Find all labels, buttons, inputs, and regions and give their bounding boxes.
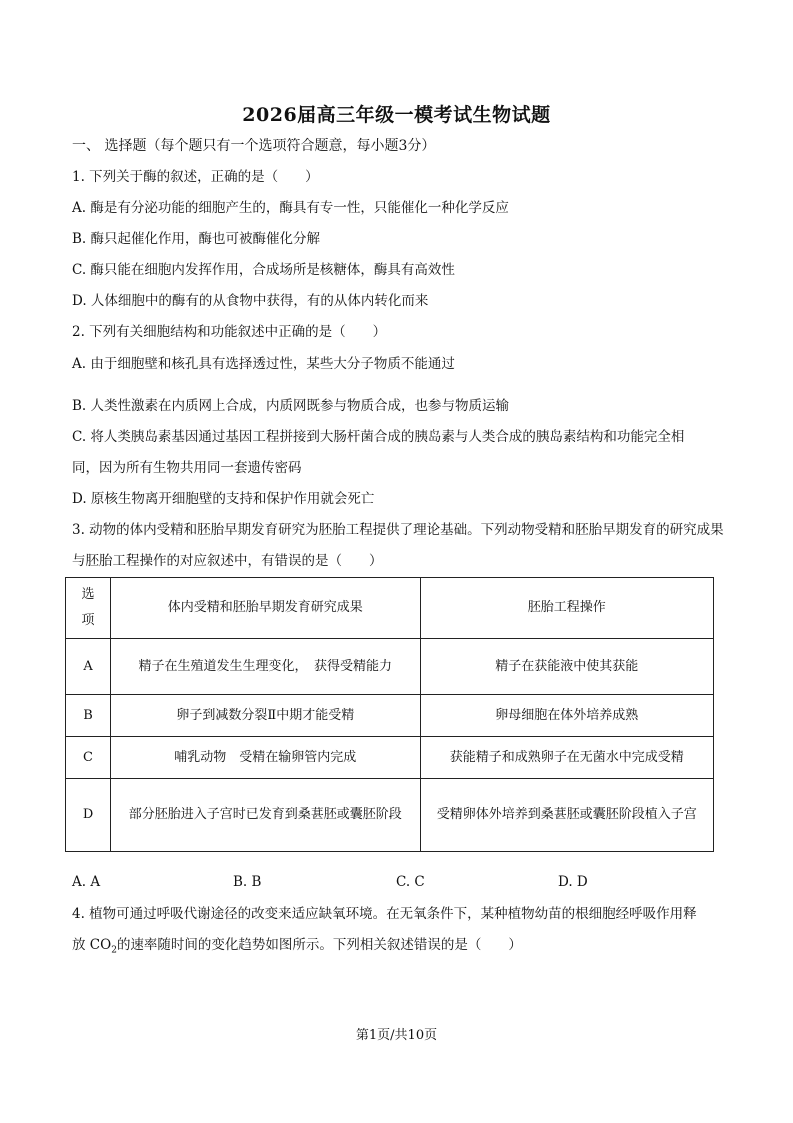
question-2-option-c: C. 将人类胰岛素基因通过基因工程拼接到大肠杆菌合成的胰岛素与人类合成的胰岛素结构和功能完全相 — [72, 429, 685, 445]
question-1-stem: 1. 下列关于酶的叙述，正确的是（ ） — [72, 169, 319, 185]
table-cell-operation: 获能精子和成熟卵子在无菌水中完成受精 — [420, 737, 713, 779]
question-2-option-b: B. 人类性激素在内质网上合成，内质网既参与物质合成，也参与物质运输 — [72, 398, 510, 414]
table-cell-operation: 受精卵体外培养到桑葚胚或囊胚阶段植入子宫 — [420, 779, 713, 852]
table-cell-option: A — [66, 639, 111, 695]
answer-option-b: B. B — [233, 874, 262, 890]
question-3-answer-options — [0, 874, 793, 892]
table-cell-operation: 卵母细胞在体外培养成熟 — [420, 695, 713, 737]
section-heading: 一、 选择题（每个题只有一个选项符合题意，每小题3分） — [72, 138, 436, 154]
question-1-option-d: D. 人体细胞中的酶有的从食物中获得，有的从体内转化而来 — [72, 293, 429, 309]
table-header-cell: 选项 — [66, 578, 111, 639]
page-title: 2026届高三年级一模考试生物试题 — [242, 104, 551, 126]
question-3-stem: 3. 动物的体内受精和胚胎早期发育研究为胚胎工程提供了理论基础。下列动物受精和胚胎早期发育的研究成果 — [72, 522, 724, 538]
table-row — [66, 695, 714, 737]
table-header-row — [66, 578, 714, 639]
table-row — [66, 779, 714, 852]
table-row — [66, 639, 714, 695]
question-1-option-c: C. 酶只能在细胞内发挥作用，合成场所是核糖体，酶具有高效性 — [72, 262, 455, 278]
question-1-option-a: A. 酶是有分泌功能的细胞产生的，酶具有专一性，只能催化一种化学反应 — [72, 200, 509, 216]
table-cell-research: 精子在生殖道发生生理变化， 获得受精能力 — [111, 639, 420, 695]
table-cell-option: C — [66, 737, 111, 779]
answer-option-d: D. D — [558, 874, 588, 890]
question-2-stem: 2. 下列有关细胞结构和功能叙述中正确的是（ ） — [72, 324, 387, 340]
table-cell-option: D — [66, 779, 111, 852]
question-1-option-b: B. 酶只起催化作用，酶也可被酶催化分解 — [72, 231, 321, 247]
question-2-option-c-continued: 同，因为所有生物共用同一套遗传密码 — [72, 460, 302, 476]
question-2-option-d: D. 原核生物离开细胞壁的支持和保护作用就会死亡 — [72, 491, 375, 507]
table-row — [66, 737, 714, 779]
table-cell-research: 卵子到减数分裂Ⅱ中期才能受精 — [111, 695, 420, 737]
table-cell-option: B — [66, 695, 111, 737]
page-footer: 第1页/共10页 — [355, 1028, 438, 1043]
table-cell-research: 部分胚胎进入子宫时已发育到桑葚胚或囊胚阶段 — [111, 779, 420, 852]
question-3-stem-continued: 与胚胎工程操作的对应叙述中，有错误的是（ ） — [72, 553, 383, 569]
question-2-option-a: A. 由于细胞壁和核孔具有选择透过性，某些大分子物质不能通过 — [72, 356, 455, 372]
answer-option-a: A. A — [72, 874, 101, 890]
table-header-cell: 胚胎工程操作 — [420, 578, 713, 639]
table-cell-operation: 精子在获能液中使其获能 — [420, 639, 713, 695]
table-header-cell: 体内受精和胚胎早期发育研究成果 — [111, 578, 420, 639]
question-4-stem: 4. 植物可通过呼吸代谢途径的改变来适应缺氧环境。在无氧条件下，某种植物幼苗的根细胞经呼吸作用释 — [72, 906, 697, 922]
question-3-table — [65, 577, 714, 852]
question-4-text-pre: 放 CO — [72, 937, 112, 953]
co2-subscript: 2 — [111, 945, 117, 956]
answer-option-c: C. C — [396, 874, 425, 890]
table-cell-research: 哺乳动物 受精在输卵管内完成 — [111, 737, 420, 779]
question-4-text-post: 的速率随时间的变化趋势如图所示。下列相关叙述错误的是（ ） — [116, 937, 522, 953]
question-4-stem-continued — [72, 936, 722, 960]
